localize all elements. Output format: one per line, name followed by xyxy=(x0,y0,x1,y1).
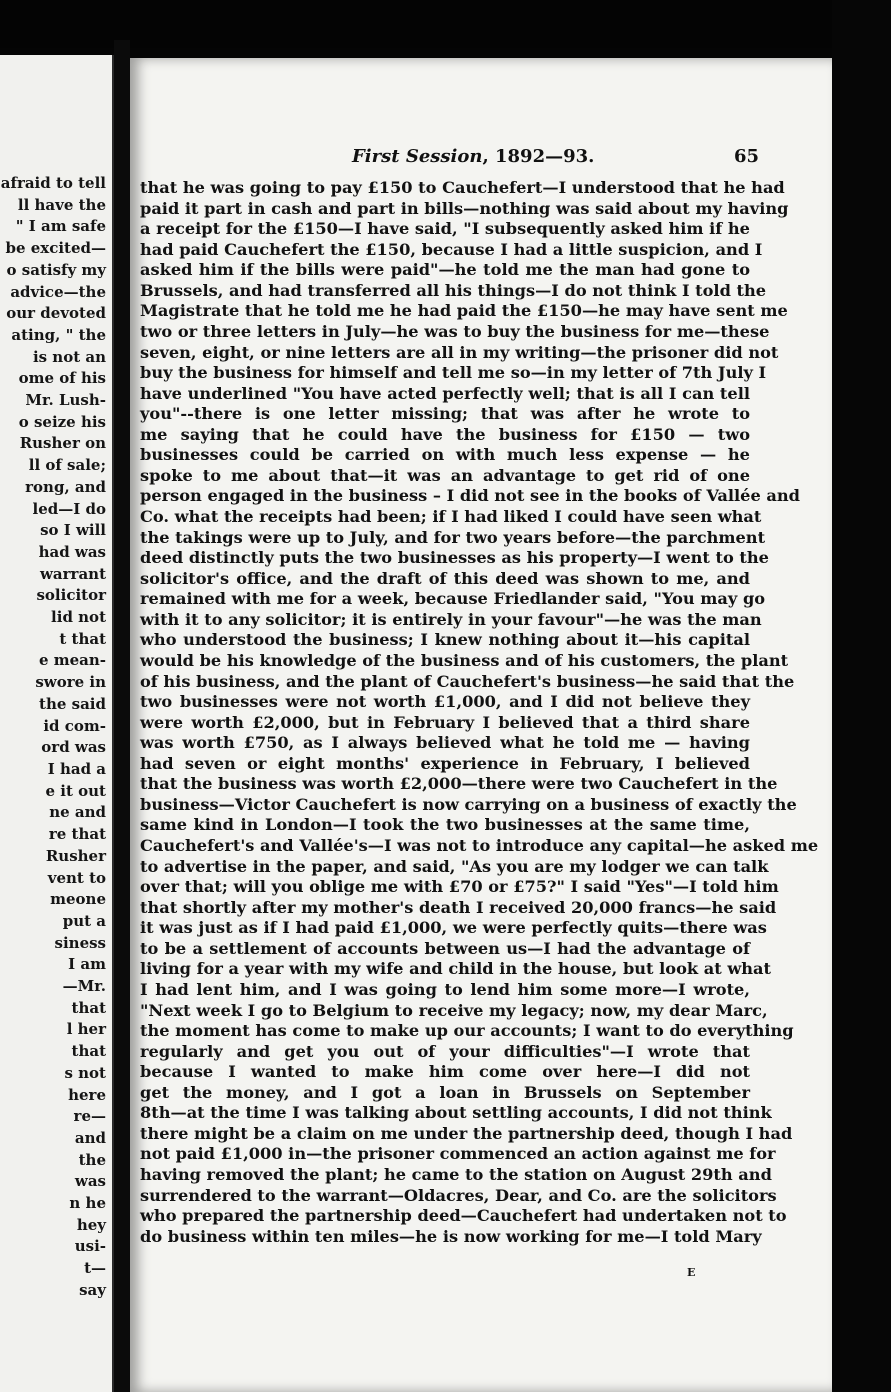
left-page-line: re— xyxy=(73,1107,106,1126)
left-page-line: ll of sale; xyxy=(28,456,106,475)
body-line: 8th—at the time I was talking about settling accounts, I did not think xyxy=(140,1103,772,1123)
body-line: who prepared the partnership deed—Cauchefert had undertaken not to xyxy=(140,1206,787,1226)
left-page-line: here xyxy=(68,1085,106,1104)
left-page-line: id com- xyxy=(43,716,106,735)
body-line: you"--there is one letter missing; that was after he wrote to xyxy=(140,404,750,424)
left-page-line: e it out xyxy=(45,781,106,800)
body-line: me saying that he could have the business for £150 — two xyxy=(140,424,750,444)
left-page-line: ating, " the xyxy=(11,325,106,344)
left-page-line: e mean- xyxy=(38,651,106,670)
left-page-line: advice—the xyxy=(10,282,106,301)
body-line: of his business, and the plant of Cauchefert's business—he said that the xyxy=(140,671,795,691)
body-line: deed distinctly puts the two businesses as his property—I went to the xyxy=(140,548,769,568)
left-page-line: rong, and xyxy=(25,477,106,496)
left-page-line: ne and xyxy=(49,803,106,822)
left-page-line: say xyxy=(79,1280,106,1299)
body-line: two or three letters in July—he was to buy the business for me—these xyxy=(140,321,770,341)
running-head-year: , 1892—93. xyxy=(482,146,595,167)
left-page-line: that xyxy=(71,1042,106,1061)
left-page-line: n he xyxy=(69,1194,106,1213)
left-page-line: ll have the xyxy=(17,195,106,214)
left-page-line: and xyxy=(74,1128,106,1147)
left-page-line: Rusher on xyxy=(19,434,106,453)
left-page-line: warrant xyxy=(40,564,106,583)
left-page-line: so I will xyxy=(40,521,106,540)
body-line: to be a settlement of accounts between us—I had the advantage of xyxy=(140,938,750,958)
left-page-line: I had a xyxy=(47,759,106,778)
body-line: would be his knowledge of the business and of his customers, the plant xyxy=(140,650,789,670)
left-page-line: meone xyxy=(50,890,106,909)
left-page-line: vent to xyxy=(47,868,106,887)
left-page-line: solicitor xyxy=(36,586,106,605)
body-line: solicitor's office, and the draft of this deed was shown to me, and xyxy=(140,568,750,588)
body-line: paid it part in cash and part in bills—nothing was said about my having xyxy=(140,198,789,218)
body-line: surrendered to the warrant—Oldacres, Dear, and Co. are the solicitors xyxy=(140,1185,777,1205)
running-head xyxy=(352,146,594,167)
left-page-line: s not xyxy=(64,1063,106,1082)
left-page-line: usi- xyxy=(74,1237,106,1256)
left-page-line: afraid to tell xyxy=(0,174,106,192)
left-page-line: be excited— xyxy=(5,239,106,258)
page-number: 65 xyxy=(734,146,760,167)
body-line: same kind in London—I took the two businesses at the same time, xyxy=(140,815,750,835)
right-background xyxy=(832,0,891,1392)
body-line: that the business was worth £2,000—there were two Cauchefert in the xyxy=(140,774,778,794)
left-page-line: l her xyxy=(66,1020,106,1039)
left-page-line: o seize his xyxy=(18,412,106,431)
body-line: not paid £1,000 in—the prisoner commenced an action against me for xyxy=(140,1144,776,1164)
body-line: over that; will you oblige me with £70 or £75?" I said "Yes"—I told him xyxy=(140,877,779,897)
body-line: Brussels, and had transferred all his things—I do not think I told the xyxy=(140,280,767,300)
body-line: having removed the plant; he came to the station on August 29th and xyxy=(140,1165,772,1184)
body-line: two businesses were not worth £1,000, and I did not believe they xyxy=(140,692,750,712)
left-page-line: the said xyxy=(39,694,106,713)
body-line: living for a year with my wife and child in the house, but look at what xyxy=(140,959,772,979)
body-text xyxy=(140,178,819,1247)
left-page-line: hey xyxy=(76,1215,106,1234)
body-line: buy the business for himself and tell me so—in my letter of 7th July I xyxy=(140,363,767,383)
right-page xyxy=(130,58,832,1392)
body-line: to advertise in the paper, and said, "As you are my lodger we can talk xyxy=(140,856,769,876)
body-line: who understood the business; I knew nothing about it—his capital xyxy=(140,630,750,650)
body-line: get the money, and I got a loan in Brussels on September xyxy=(140,1082,750,1102)
body-line: was worth £750, as I always believed what he told me — having xyxy=(140,733,750,753)
body-line: "Next week I go to Belgium to receive my legacy; now, my dear Marc, xyxy=(140,1000,768,1020)
body-line: with it to any solicitor; it is entirely in your favour"—he was the man xyxy=(140,609,762,629)
left-page-line: I am xyxy=(68,955,106,974)
body-line: have underlined "You have acted perfectly well; that is all I can tell xyxy=(140,383,750,403)
body-line: seven, eight, or nine letters are all in my writing—the prisoner did not xyxy=(140,342,779,362)
left-page-line: swore in xyxy=(35,673,106,692)
left-page-line: ord was xyxy=(41,738,106,757)
running-head-italic: First Session xyxy=(352,146,483,167)
page-header xyxy=(130,146,832,170)
body-line: Magistrate that he told me he had paid the £150—he may have sent me xyxy=(140,301,788,321)
left-page-line: put a xyxy=(62,911,106,930)
left-page-line: " I am safe xyxy=(15,217,106,236)
body-line: remained with me for a week, because Friedlander said, "You may go xyxy=(140,589,766,609)
left-page-line: had was xyxy=(38,542,106,561)
left-page-line: t— xyxy=(84,1259,106,1278)
left-page-text-fragments xyxy=(0,173,106,1302)
left-page-line: was xyxy=(74,1172,106,1191)
body-line: asked him if the bills were paid"—he told me the man had gone to xyxy=(140,260,750,280)
body-line: I had lent him, and I was going to lend him some more—I wrote, xyxy=(140,979,750,999)
left-page-line: that xyxy=(71,998,106,1017)
body-line: had paid Cauchefert the £150, because I had a little suspicion, and I xyxy=(140,239,763,259)
left-page-line: led—I do xyxy=(32,499,106,518)
left-page-line: siness xyxy=(54,933,106,952)
body-line: Cauchefert's and Vallée's—I was not to introduce any capital—he asked me xyxy=(140,836,819,855)
body-line: business—Victor Cauchefert is now carrying on a business of exactly the xyxy=(140,794,797,814)
book-spine-gap xyxy=(114,40,130,1392)
left-page-line: t that xyxy=(59,629,106,648)
body-line: that shortly after my mother's death I received 20,000 francs—he said xyxy=(140,897,777,917)
left-page-line: re that xyxy=(48,825,106,844)
left-page-line: ome of his xyxy=(18,369,106,388)
left-page-line: Mr. Lush- xyxy=(25,391,106,410)
left-page-line: —Mr. xyxy=(62,977,106,996)
body-line: there might be a claim on me under the partnership deed, though I had xyxy=(140,1123,793,1143)
body-line: spoke to me about that—it was an advantage to get rid of one xyxy=(140,465,750,485)
body-line: regularly and get you out of your difficulties"—I wrote that xyxy=(140,1041,750,1061)
body-line: Co. what the receipts had been; if I had liked I could have seen what xyxy=(140,507,762,526)
body-line: were worth £2,000, but in February I believed that a third share xyxy=(140,712,750,732)
left-page-line: o satisfy my xyxy=(6,260,106,279)
left-page-line: our devoted xyxy=(6,304,106,323)
body-line: because I wanted to make him come over here—I did not xyxy=(140,1062,750,1082)
body-line: person engaged in the business – I did not see in the books of Vallée and xyxy=(140,486,800,506)
body-line: the takings were up to July, and for two years before—the parchment xyxy=(140,527,766,547)
left-page-edge xyxy=(0,55,114,1392)
body-line: a receipt for the £150—I have said, "I subsequently asked him if he xyxy=(140,219,750,239)
left-page-line: is not an xyxy=(32,347,106,366)
left-page-line: lid not xyxy=(51,608,106,627)
signature-mark: E xyxy=(687,1266,696,1279)
body-line: businesses could be carried on with much less expense — he xyxy=(140,445,750,465)
body-line: had seven or eight months' experience in February, I believed xyxy=(140,753,750,773)
top-background-band xyxy=(0,0,891,48)
body-line: the moment has come to make up our accounts; I want to do everything xyxy=(140,1021,794,1041)
body-line: do business within ten miles—he is now working for me—I told Mary xyxy=(140,1226,762,1246)
body-line: that he was going to pay £150 to Cauchefert—I understood that he had xyxy=(140,178,785,197)
body-line: it was just as if I had paid £1,000, we were perfectly quits—there was xyxy=(140,918,767,938)
left-page-line: the xyxy=(78,1150,106,1169)
left-page-line: Rusher xyxy=(45,846,106,865)
